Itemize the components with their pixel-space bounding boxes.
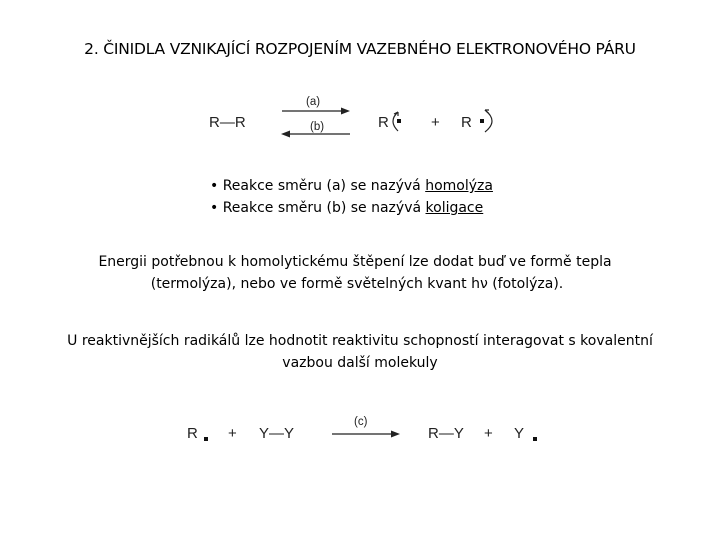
radical-dot-2 xyxy=(480,119,484,123)
radical-dot-r xyxy=(204,437,208,441)
radical-dot-1 xyxy=(397,119,401,123)
plus-sign-2: + xyxy=(228,425,237,442)
reverse-arrow-b xyxy=(281,131,350,138)
plus-sign-1: + xyxy=(431,114,440,131)
r-radical: R xyxy=(187,425,198,442)
y-radical: Y xyxy=(514,425,525,442)
term-koligace: koligace xyxy=(425,200,484,216)
curved-arrow-2 xyxy=(485,110,492,132)
forward-arrow-a xyxy=(282,108,350,115)
y-y-molecule: Y—Y xyxy=(259,425,295,442)
paragraph-reactivity: U reaktivnějších radikálů lze hodnotit reaktivitu schopností interagovat s kovalentní vazbou další molekuly xyxy=(67,333,653,371)
paragraph-energy: Energii potřebnou k homolytickému štěpení lze dodat buď ve formě tepla (termolýza), nebo ve formě světelných kvant hν (fotolýza). xyxy=(98,254,612,292)
reactant-r-r: R—R xyxy=(209,114,246,131)
label-a: (a) xyxy=(306,96,321,108)
bullet-homolyza: • Reakce směru (a) se nazývá homolýza xyxy=(210,178,493,194)
bullet-list xyxy=(210,175,493,219)
r-y-product: R—Y xyxy=(428,425,464,442)
radical-dot-y xyxy=(533,437,537,441)
product-r-radical-2: R xyxy=(461,114,472,131)
plus-sign-3: + xyxy=(484,425,493,442)
forward-arrow-c xyxy=(332,431,400,438)
label-c: (c) xyxy=(354,416,368,428)
bullet-koligace: • Reakce směru (b) se nazývá koligace xyxy=(210,200,484,216)
product-r-radical-1: R xyxy=(378,114,389,131)
term-homolyza: homolýza xyxy=(425,178,493,194)
label-b: (b) xyxy=(310,121,325,133)
page-title: 2. ČINIDLA VZNIKAJÍCÍ ROZPOJENÍM VAZEBNÉHO ELEKTRONOVÉHO PÁRU xyxy=(84,40,636,58)
